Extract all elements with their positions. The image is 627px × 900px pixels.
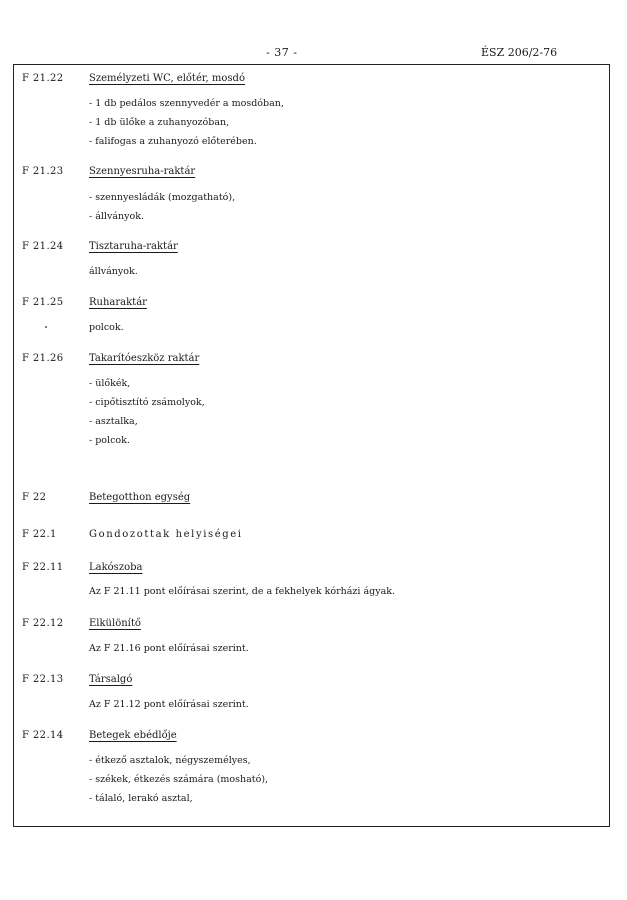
list-item: - állványok. — [89, 211, 144, 222]
list-item: - szennyesládák (mozgatható), — [89, 192, 236, 203]
section-code: F 22.12 — [22, 618, 64, 629]
section-code: F 21.26 — [22, 353, 64, 364]
content-frame — [13, 64, 610, 827]
document-code: ÉSZ 206/2-76 — [481, 46, 558, 59]
section-code: F 21.23 — [22, 166, 64, 177]
section-code: F 22.13 — [22, 674, 64, 685]
section-title: Ruharaktár — [89, 297, 147, 308]
list-item: polcok. — [89, 322, 124, 333]
section-title: Személyzeti WC, előtér, mosdó — [89, 73, 245, 84]
section-title: Szennyesruha-raktár — [89, 166, 196, 177]
section-title: Tisztaruha-raktár — [89, 241, 178, 252]
section-code: F 22 — [22, 492, 47, 503]
list-item: - étkező asztalok, négyszemélyes, — [89, 755, 251, 766]
body-text: Az F 21.16 pont előírásai szerint. — [89, 643, 249, 654]
section-title: Takarítóeszköz raktár — [89, 353, 200, 364]
list-item: - cipőtisztító zsámolyok, — [89, 397, 205, 408]
section-code: F 22.14 — [22, 730, 64, 741]
section-title: Lakószoba — [89, 562, 143, 573]
section-title: Elkülönítő — [89, 618, 141, 629]
body-text: Az F 21.11 pont előírásai szerint, de a fekhelyek kórházi ágyak. — [89, 586, 396, 597]
list-item: állványok. — [89, 266, 138, 277]
scan-speck — [45, 326, 47, 328]
list-item: - 1 db pedálos szennyvedér a mosdóban, — [89, 98, 284, 109]
list-item: - polcok. — [89, 435, 130, 446]
page-number: - 37 - — [266, 46, 298, 59]
list-item: - 1 db ülőke a zuhanyozóban, — [89, 117, 230, 128]
list-item: - tálaló, lerakó asztal, — [89, 793, 193, 804]
body-text: Az F 21.12 pont előírásai szerint. — [89, 699, 249, 710]
section-title: Betegotthon egység — [89, 492, 191, 503]
list-item: - falifogas a zuhanyozó előterében. — [89, 136, 257, 147]
section-code: F 22.11 — [22, 562, 64, 573]
section-code: F 22.1 — [22, 529, 57, 540]
section-code: F 21.22 — [22, 73, 64, 84]
list-item: - székek, étkezés számára (mosható), — [89, 774, 269, 785]
section-title: Gondozottak helyiségei — [89, 529, 243, 540]
section-title: Társalgó — [89, 674, 133, 685]
section-title: Betegek ebédlője — [89, 730, 177, 741]
list-item: - asztalka, — [89, 416, 138, 427]
section-code: F 21.25 — [22, 297, 64, 308]
section-code: F 21.24 — [22, 241, 64, 252]
list-item: - ülőkék, — [89, 378, 131, 389]
